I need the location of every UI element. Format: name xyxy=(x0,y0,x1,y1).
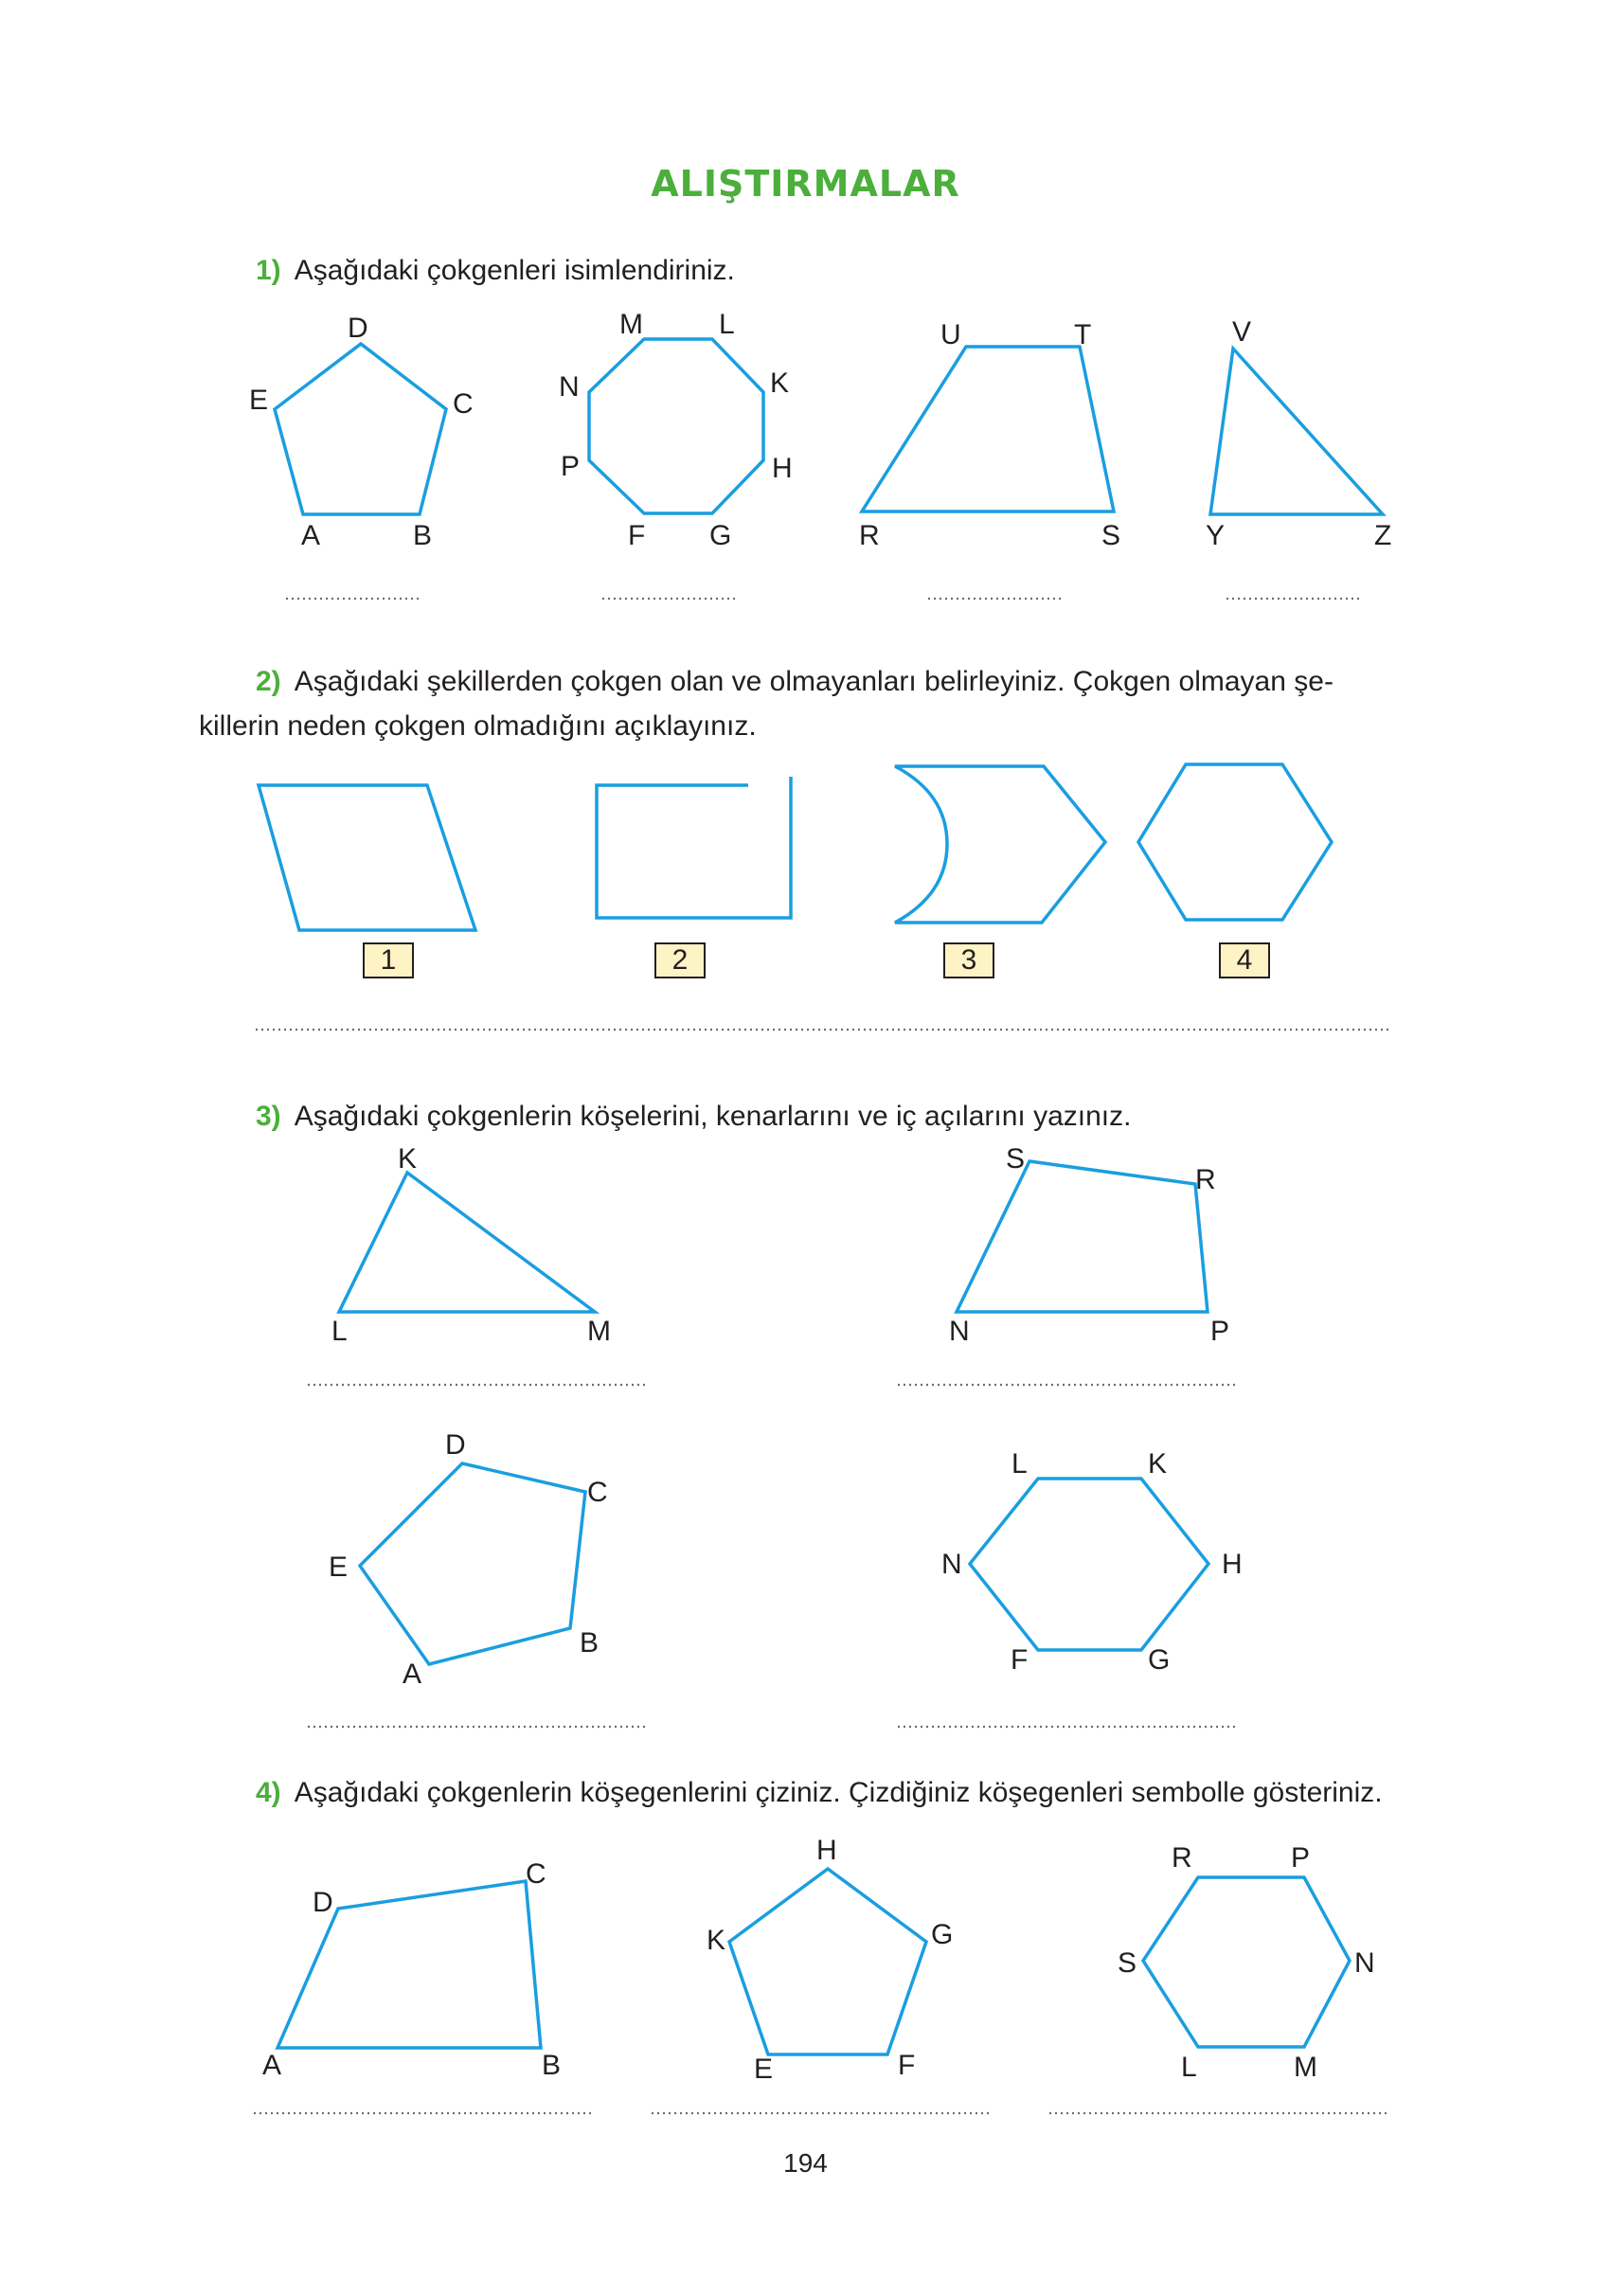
q4-quad-label-b: B xyxy=(542,2050,562,2081)
q4-pentagon-label-k: K xyxy=(707,1925,726,1956)
q4-hexagon-label-n: N xyxy=(1354,1947,1375,1979)
q3-triangle-label-k: K xyxy=(398,1143,418,1175)
question-4-number: 4) xyxy=(256,1777,281,1808)
page-number: 194 xyxy=(783,2148,828,2178)
q1-triangle xyxy=(1206,316,1391,551)
q4-quad-label-a: A xyxy=(262,2050,282,2081)
question-3-text: Aşağıdaki çokgenlerin köşelerini, kenarlarını ve iç açılarını yazınız. xyxy=(294,1101,1132,1132)
q3-quad-label-s: S xyxy=(1006,1143,1026,1175)
q2-shape-1-parallelogram xyxy=(259,785,475,930)
q3-quad-label-r: R xyxy=(1195,1164,1216,1195)
q3-triangle-label-m: M xyxy=(587,1316,611,1347)
q4-hexagon-label-r: R xyxy=(1172,1842,1192,1874)
q4-hexagon-label-s: S xyxy=(1118,1947,1137,1979)
q4-pentagon-label-h: H xyxy=(816,1835,837,1866)
q3-pentagon-label-b: B xyxy=(580,1627,600,1659)
q1-octagon-label-h: H xyxy=(772,453,793,484)
question-1-number: 1) xyxy=(256,255,281,286)
q4-quadrilateral xyxy=(262,1858,561,2081)
q3-hexagon-label-h: H xyxy=(1222,1549,1243,1580)
q2-shape-3-curved-arrow xyxy=(895,766,1105,923)
q3-quad-label-n: N xyxy=(949,1316,970,1347)
q1-octagon-label-n: N xyxy=(559,371,580,403)
q1-pentagon-label-c: C xyxy=(453,388,474,420)
q4-pentagon-label-e: E xyxy=(754,2054,774,2085)
q1-octagon-label-k: K xyxy=(770,368,790,399)
q3-pentagon xyxy=(329,1429,608,1690)
q1-trapezoid-label-t: T xyxy=(1074,319,1092,350)
question-2-number: 2) xyxy=(256,666,281,697)
q4-quad-label-d: D xyxy=(313,1887,333,1918)
q3-pentagon-label-a: A xyxy=(403,1659,422,1690)
q1-octagon xyxy=(559,309,793,551)
q2-shape-4-hexagon xyxy=(1138,764,1332,920)
q3-hexagon-label-f: F xyxy=(1011,1644,1029,1676)
question-2-text-line2: killerin neden çokgen olmadığını açıklayınız. xyxy=(199,710,757,742)
question-1-text: Aşağıdaki çokgenleri isimlendiriniz. xyxy=(294,255,735,286)
q1-octagon-label-f: F xyxy=(628,520,646,551)
q4-hexagon-label-l: L xyxy=(1181,2052,1197,2083)
q2-box-2: 2 xyxy=(654,942,706,978)
q3-triangle-label-l: L xyxy=(331,1316,348,1347)
q1-octagon-label-m: M xyxy=(619,309,643,340)
q1-pentagon xyxy=(249,313,474,551)
q1-triangle-label-z: Z xyxy=(1374,520,1392,551)
q3-quad-label-p: P xyxy=(1210,1316,1230,1347)
q3-pentagon-label-e: E xyxy=(329,1552,349,1583)
q3-hexagon-label-k: K xyxy=(1148,1448,1168,1480)
q1-trapezoid xyxy=(859,319,1120,551)
q1-pentagon-label-a: A xyxy=(301,520,321,551)
q2-box-4: 4 xyxy=(1219,942,1270,978)
q4-hexagon-label-m: M xyxy=(1294,2052,1317,2083)
q1-pentagon-label-e: E xyxy=(249,385,269,416)
q1-pentagon-label-d: D xyxy=(348,313,368,344)
q1-trapezoid-label-u: U xyxy=(940,319,961,350)
q3-hexagon-label-g: G xyxy=(1148,1644,1171,1676)
q3-hexagon-label-l: L xyxy=(1011,1448,1028,1480)
q4-hexagon xyxy=(1118,1842,1375,2083)
question-4-text: Aşağıdaki çokgenlerin köşegenlerini çiziniz. Çizdiğiniz köşegenleri sembolle gösteriniz. xyxy=(294,1777,1383,1808)
q1-trapezoid-label-s: S xyxy=(1101,520,1121,551)
question-2-text-line1: Aşağıdaki şekillerden çokgen olan ve olmayanları belirleyiniz. Çokgen olmayan şe- xyxy=(294,666,1334,697)
q3-quadrilateral xyxy=(949,1143,1229,1347)
question-3-number: 3) xyxy=(256,1101,281,1132)
q1-trapezoid-label-r: R xyxy=(859,520,880,551)
q2-box-3: 3 xyxy=(943,942,994,978)
q1-octagon-label-p: P xyxy=(561,451,581,482)
q2-box-1: 1 xyxy=(363,942,414,978)
q3-hexagon-label-n: N xyxy=(941,1549,962,1580)
q3-triangle xyxy=(331,1143,611,1347)
q4-hexagon-label-p: P xyxy=(1291,1842,1311,1874)
q4-pentagon-label-f: F xyxy=(898,2050,916,2081)
q1-octagon-label-g: G xyxy=(709,520,732,551)
q4-pentagon-label-g: G xyxy=(931,1919,954,1950)
q1-octagon-label-l: L xyxy=(719,309,735,340)
q4-quad-label-c: C xyxy=(526,1858,546,1890)
q3-pentagon-label-d: D xyxy=(445,1429,466,1461)
q3-hexagon xyxy=(941,1448,1243,1676)
q2-shape-2-open-rectangle xyxy=(597,777,791,918)
q1-pentagon-label-b: B xyxy=(413,520,433,551)
q3-pentagon-label-c: C xyxy=(587,1477,608,1508)
q4-pentagon xyxy=(707,1835,953,2085)
q1-triangle-label-v: V xyxy=(1232,316,1252,348)
q1-triangle-label-y: Y xyxy=(1206,520,1226,551)
page-title: ALIŞTIRMALAR xyxy=(651,163,960,205)
